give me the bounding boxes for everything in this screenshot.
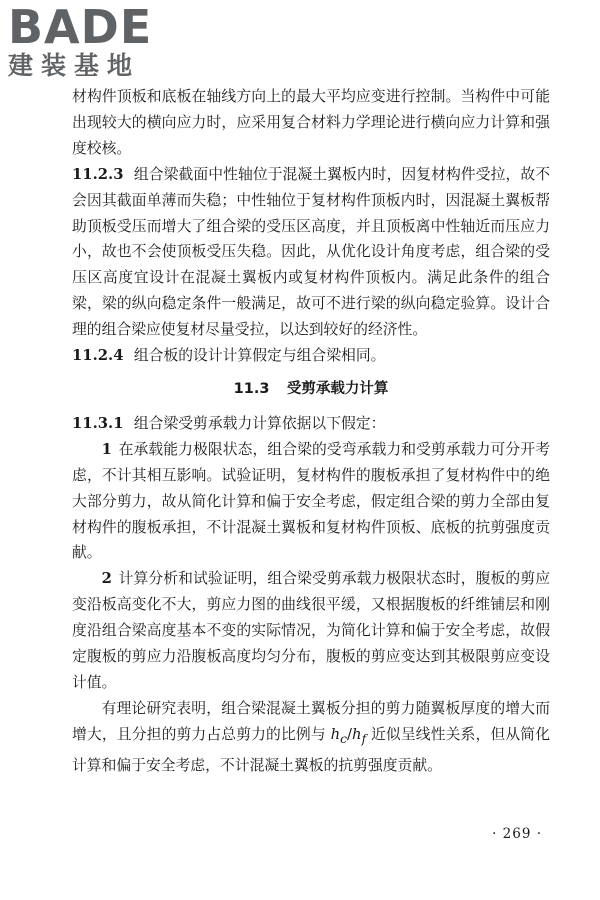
item-text: 计算分析和试验证明，组合梁受剪承载力极限状态时，腹板的剪应变沿板高变化不大，剪应力图的曲线很平缓，又根据腹板的纤维铺层和刚度沿组合梁高度基本不变的实际情况，为简化计算和偏于安全考虑，故假定腹板的剪应力沿腹板高度均匀分布，腹板的剪应变达到其极限剪应变设计值。 — [72, 570, 550, 691]
item-number: 1 — [101, 440, 112, 458]
clause-number: 11.2.4 — [72, 347, 124, 365]
clause-11-2-3 — [72, 162, 550, 343]
clause-11-2-4 — [72, 343, 550, 369]
item-text: 在承载能力极限状态，组合梁的受弯承载力和受剪承载力可分开考虑，不计其相互影响。试验证明，复材构件的腹板承担了复材构件中的绝大部分剪力，故从简化计算和偏于安全考虑，假定组合梁的剪力全部由复材构件的腹板承担，不计混凝土翼板和复材构件顶板、底板的抗剪强度贡献。 — [72, 440, 550, 562]
symbol-h-c: $h_c$ — [330, 725, 348, 746]
theory-text-before: 有理论研究表明，组合梁混凝土翼板分担的剪力随翼板厚度的增大而增大，且分担的剪力占总剪力的比例与 — [72, 699, 550, 743]
item-number: 2 — [101, 570, 112, 588]
theory-text-after: 近似呈线性关系，但从简化计算和偏于安全考虑，不计混凝土翼板的抗剪强度贡献。 — [72, 725, 550, 774]
clause-11-3-1 — [72, 411, 550, 437]
logo-wordmark: BADE — [8, 0, 153, 54]
paragraph-theory — [72, 696, 550, 779]
clause-number: 11.3.1 — [72, 414, 124, 432]
bade-logo — [8, 2, 178, 86]
clause-text: 组合梁截面中性轴位于混凝土翼板内时，因复材构件受拉，故不会因其截面单薄而失稳；中性轴位于复材构件顶板内时，因混凝土翼板帮助顶板受压而增大了组合梁的受压区高度，并且顶板离中性轴近而压应力小，故也不会使顶板受压失稳。因此，从优化设计角度考虑，组合梁的受压区高度宜设计在混凝土翼板内或复材构件顶板内。满足此条件的组合梁，梁的纵向稳定条件一般满足，故可不进行梁的纵向稳定验算。设计合理的组合梁应使复材尽量受拉，以达到较好的经济性。 — [72, 165, 550, 339]
clause-text: 组合板的设计计算假定与组合梁相同。 — [133, 347, 386, 365]
symbol-h-f: $h_f$ — [352, 725, 367, 746]
clause-text: 组合梁受剪承载力计算依据以下假定： — [133, 414, 386, 432]
paragraph-continuation: 材构件顶板和底板在轴线方向上的最大平均应变进行控制。当构件中可能出现较大的横向应力时，应采用复合材料力学理论进行横向应力计算和强度校核。 — [72, 88, 550, 157]
item-1 — [72, 437, 550, 567]
page-body — [72, 84, 550, 779]
page-number: · 269 · — [492, 826, 542, 842]
item-2 — [72, 566, 550, 696]
logo-subtitle: 建装基地 — [8, 51, 141, 80]
section-number: 11.3 — [233, 380, 270, 397]
section-heading-11-3 — [72, 377, 550, 403]
symbol-slash: / — [347, 725, 353, 743]
clause-number: 11.2.3 — [72, 165, 124, 183]
section-title: 受剪承载力计算 — [286, 380, 389, 397]
